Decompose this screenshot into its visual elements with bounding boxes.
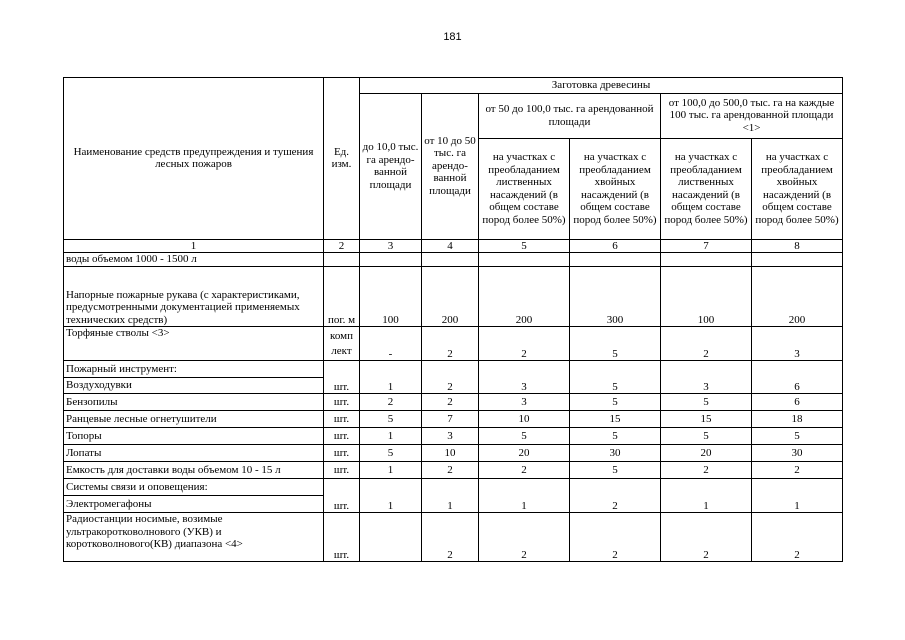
cell-value: 30: [752, 445, 843, 462]
cell-value: 2: [479, 327, 570, 361]
cell-value: 5: [570, 462, 661, 479]
cell-value: 2: [422, 394, 479, 411]
row-unit-part: комп: [330, 329, 353, 342]
cell-value: 1: [752, 479, 843, 513]
section-title: Системы связи и оповещения:: [64, 479, 324, 496]
header-deciduous-7: на участках с преобладанием лиственных насаждений (в общем составе пород более 50%): [661, 138, 752, 239]
cell-value: 2: [661, 327, 752, 361]
cell-value: 15: [661, 411, 752, 428]
table-row: [64, 445, 843, 462]
header-10-to-50: от 10 до 50 тыс. га арендо-ванной площади: [422, 93, 479, 239]
cell-value: 3: [479, 394, 570, 411]
cell-value: 20: [479, 445, 570, 462]
header-coniferous-6: на участках с преобладанием хвойных насаждений (в общем составе пород более 50%): [570, 138, 661, 239]
row-name: Напорные пожарные рукава (с характеристиками, предусмотренными документацией применяемых технических средств): [64, 267, 324, 327]
row-name: воды объемом 1000 - 1500 л: [64, 253, 324, 267]
table-row: [64, 253, 843, 267]
page-number: 181: [443, 31, 462, 43]
row-name: Торфяные стволы <3>: [64, 327, 324, 361]
row-name: Топоры: [64, 428, 324, 445]
cell-value: 2: [422, 327, 479, 361]
cell-value: 2: [422, 361, 479, 394]
table-row: [64, 513, 843, 562]
header-100-to-500: от 100,0 до 500,0 тыс. га на каждые 100 тыс. га арендованной площади <1>: [661, 93, 843, 138]
cell-value: 2: [570, 513, 661, 562]
cell-value: 5: [570, 327, 661, 361]
row-unit: шт.: [324, 462, 360, 479]
column-number: 8: [752, 239, 843, 253]
cell-value: 2: [570, 479, 661, 513]
column-number: 4: [422, 239, 479, 253]
cell-value: 1: [360, 479, 422, 513]
table-row: [64, 462, 843, 479]
cell-value: 5: [570, 361, 661, 394]
table-row: [64, 327, 843, 361]
row-name: Емкость для доставки воды объемом 10 - 15 л: [64, 462, 324, 479]
table-row: [64, 267, 843, 327]
row-name: Бензопилы: [64, 394, 324, 411]
header-name: Наименование средств предупреждения и тушения лесных пожаров: [64, 78, 324, 240]
section-row: [64, 361, 843, 378]
column-number: 2: [324, 239, 360, 253]
cell-value: 10: [479, 411, 570, 428]
cell-value: 6: [752, 394, 843, 411]
cell-value: 2: [752, 513, 843, 562]
column-number: 5: [479, 239, 570, 253]
cell-value: 100: [661, 267, 752, 327]
section-row: [64, 479, 843, 496]
column-number: 6: [570, 239, 661, 253]
header-coniferous-8: на участках с преобладанием хвойных насаждений (в общем составе пород более 50%): [752, 138, 843, 239]
cell-value: 2: [661, 513, 752, 562]
header-50-to-100: от 50 до 100,0 тыс. га арендованной площади: [479, 93, 661, 138]
row-name: Ранцевые лесные огнетушители: [64, 411, 324, 428]
cell-value: 5: [360, 445, 422, 462]
cell-value: 2: [479, 513, 570, 562]
row-name: Радиостанции носимые, возимые ультракоротковолнового (УКВ) и коротковолнового(КВ) диапазона <4>: [64, 513, 324, 562]
section-title: Пожарный инструмент:: [64, 361, 324, 378]
cell-value: 2: [422, 513, 479, 562]
row-name: Воздуходувки: [64, 378, 324, 394]
row-unit: [324, 327, 360, 361]
row-unit: шт.: [324, 445, 360, 462]
row-unit: шт.: [324, 411, 360, 428]
header-unit: Ед. изм.: [324, 78, 360, 240]
cell-value: 5: [752, 428, 843, 445]
header-up-to-10: до 10,0 тыс. га арендо-ванной площади: [360, 93, 422, 239]
cell-value: 300: [570, 267, 661, 327]
row-unit: шт.: [324, 394, 360, 411]
row-unit: шт.: [324, 361, 360, 394]
row-name: Электромегафоны: [64, 496, 324, 513]
row-unit: шт.: [324, 479, 360, 513]
cell-value: 200: [422, 267, 479, 327]
column-number: 1: [64, 239, 324, 253]
fire-equipment-table: [63, 77, 843, 562]
row-unit: шт.: [324, 513, 360, 562]
cell-value: 2: [661, 462, 752, 479]
cell-value: 3: [422, 428, 479, 445]
row-unit: пог. м: [324, 267, 360, 327]
cell-value: 18: [752, 411, 843, 428]
table-row: [64, 394, 843, 411]
cell-value: 100: [360, 267, 422, 327]
cell-value: 5: [661, 394, 752, 411]
column-number: 3: [360, 239, 422, 253]
table-row: [64, 411, 843, 428]
cell-value: 3: [661, 361, 752, 394]
cell-value: 5: [570, 394, 661, 411]
cell-value: 1: [479, 479, 570, 513]
cell-value: 7: [422, 411, 479, 428]
cell-value: 3: [479, 361, 570, 394]
cell-value: 2: [479, 462, 570, 479]
cell-value: 2: [422, 462, 479, 479]
cell-value: -: [360, 327, 422, 361]
cell-value: 20: [661, 445, 752, 462]
cell-value: 3: [752, 327, 843, 361]
column-numbers-row: [64, 239, 843, 253]
header-deciduous-5: на участках с преобладанием лиственных насаждений (в общем составе пород более 50%): [479, 138, 570, 239]
cell-value: 1: [360, 361, 422, 394]
cell-value: 5: [479, 428, 570, 445]
column-number: 7: [661, 239, 752, 253]
row-unit-part: лект: [331, 344, 352, 357]
cell-value: 2: [360, 394, 422, 411]
header-timber-harvesting: Заготовка древесины: [360, 78, 843, 94]
cell-value: 200: [479, 267, 570, 327]
cell-value: 2: [752, 462, 843, 479]
row-name: Лопаты: [64, 445, 324, 462]
cell-value: 6: [752, 361, 843, 394]
cell-value: 1: [360, 428, 422, 445]
cell-value: [360, 513, 422, 562]
row-unit: шт.: [324, 428, 360, 445]
cell-value: 1: [422, 479, 479, 513]
cell-value: 30: [570, 445, 661, 462]
cell-value: 5: [661, 428, 752, 445]
cell-value: 1: [360, 462, 422, 479]
table-row: [64, 428, 843, 445]
cell-value: 5: [570, 428, 661, 445]
cell-value: 5: [360, 411, 422, 428]
cell-value: 1: [661, 479, 752, 513]
cell-value: 200: [752, 267, 843, 327]
cell-value: 10: [422, 445, 479, 462]
cell-value: 15: [570, 411, 661, 428]
